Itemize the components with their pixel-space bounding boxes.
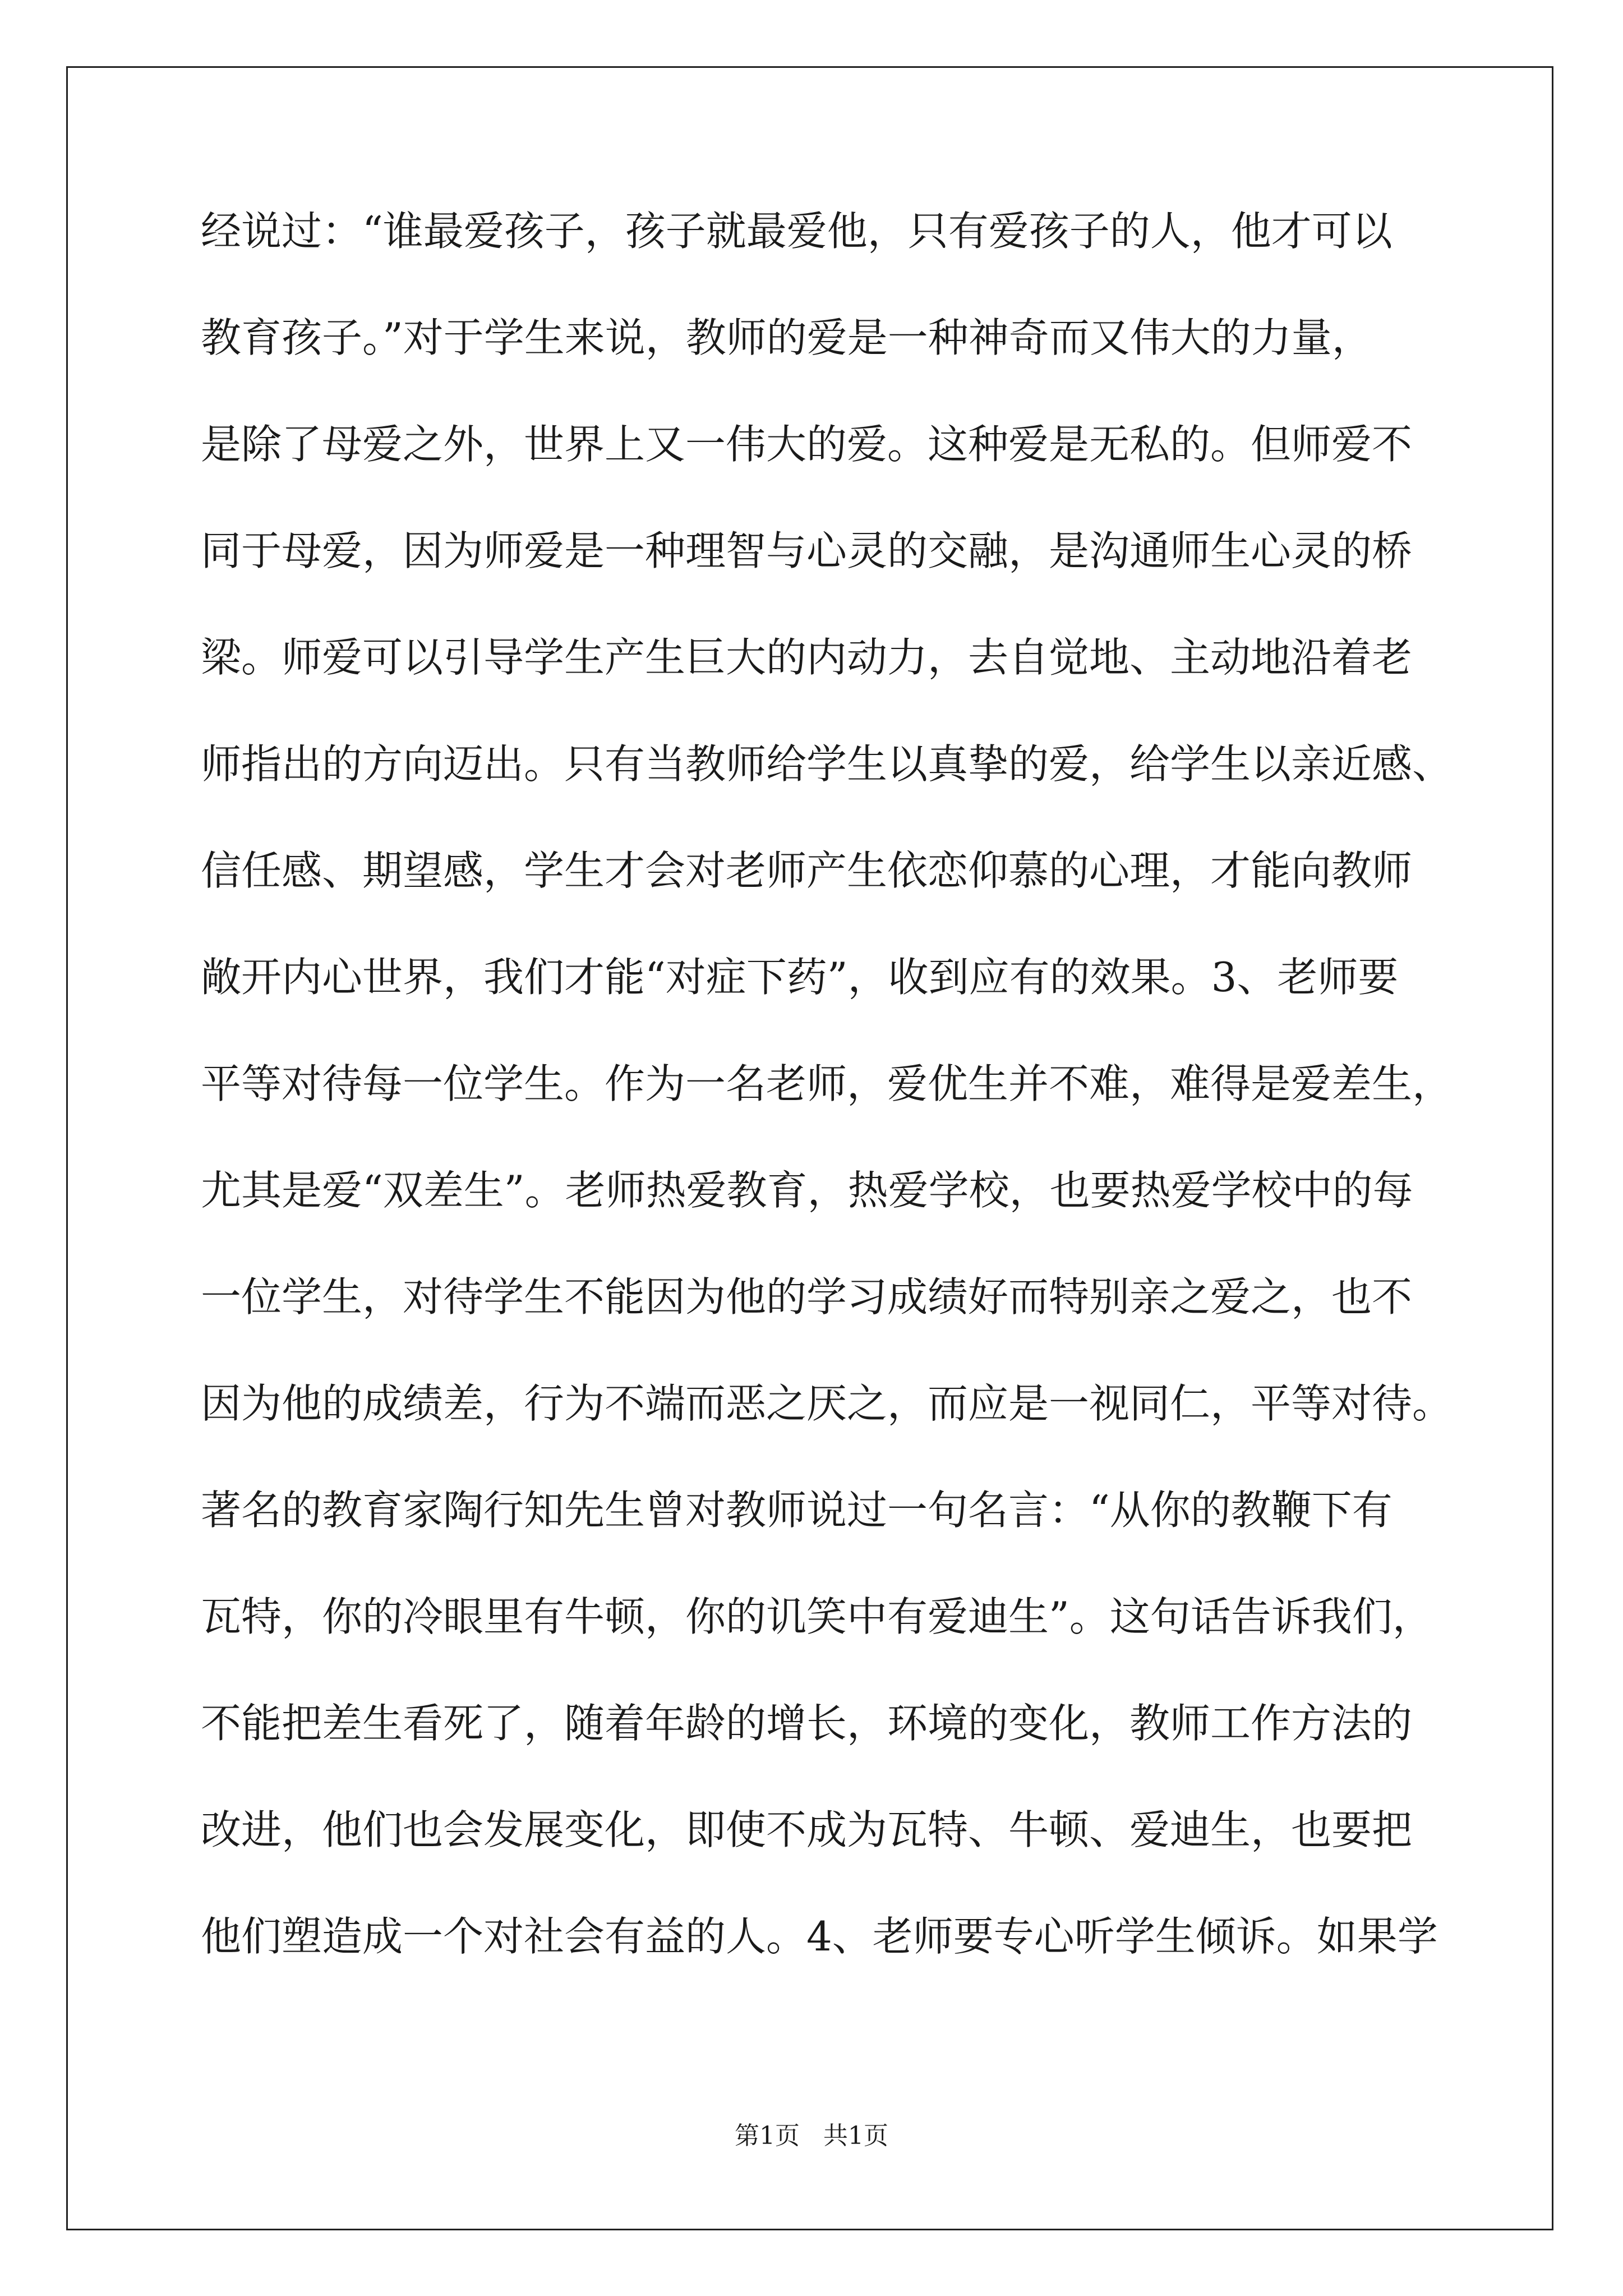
text-line: 平等对待每一位学生。作为一名老师，爱优生并不难，难得是爱差生，: [201, 1060, 1453, 1107]
text-line: 教育孩子。”对于学生来说，教师的爱是一种神奇而又伟大的力量，: [201, 314, 1372, 361]
text-line: 著名的教育家陶行知先生曾对教师说过一句名言：“从你的教鞭下有: [201, 1487, 1393, 1534]
text-line: 师指出的方向迈出。只有当教师给学生以真挚的爱，给学生以亲近感、: [201, 740, 1453, 788]
text-line: 尤其是爱“双差生”。老师热爱教育，热爱学校，也要热爱学校中的每: [201, 1167, 1413, 1214]
text-line: 一位学生，对待学生不能因为他的学习成绩好而特别亲之爱之，也不: [201, 1273, 1413, 1320]
page-number-footer: 第1页 共1页: [735, 2122, 888, 2150]
text-line: 不能把差生看死了，随着年龄的增长，环境的变化，教师工作方法的: [201, 1700, 1413, 1747]
text-line: 经说过：“谁最爱孩子，孩子就最爱他，只有爱孩子的人，他才可以: [201, 208, 1393, 255]
text-line: 梁。师爱可以引导学生产生巨大的内动力，去自觉地、主动地沿着老: [201, 634, 1413, 681]
text-line: 瓦特，你的冷眼里有牛顿，你的讥笑中有爱迪生”。这句话告诉我们，: [201, 1593, 1433, 1640]
document-body: [201, 204, 1453, 2016]
text-line: 信任感、期望感，学生才会对老师产生依恋仰慕的心理，才能向教师: [201, 847, 1413, 894]
text-line: 改进，他们也会发展变化，即使不成为瓦特、牛顿、爱迪生，也要把: [201, 1806, 1413, 1853]
text-line: 他们塑造成一个对社会有益的人。4、老师要专心听学生倾诉。如果学: [201, 1913, 1438, 1960]
text-line: 同于母爱，因为师爱是一种理智与心灵的交融，是沟通师生心灵的桥: [201, 527, 1413, 574]
text-line: 因为他的成绩差，行为不端而恶之厌之，而应是一视同仁，平等对待。: [201, 1380, 1453, 1427]
text-line: 是除了母爱之外，世界上又一伟大的爱。这种爱是无私的。但师爱不: [201, 421, 1413, 468]
text-line: 敞开内心世界，我们才能“对症下药”，收到应有的效果。3、老师要: [201, 954, 1399, 1001]
